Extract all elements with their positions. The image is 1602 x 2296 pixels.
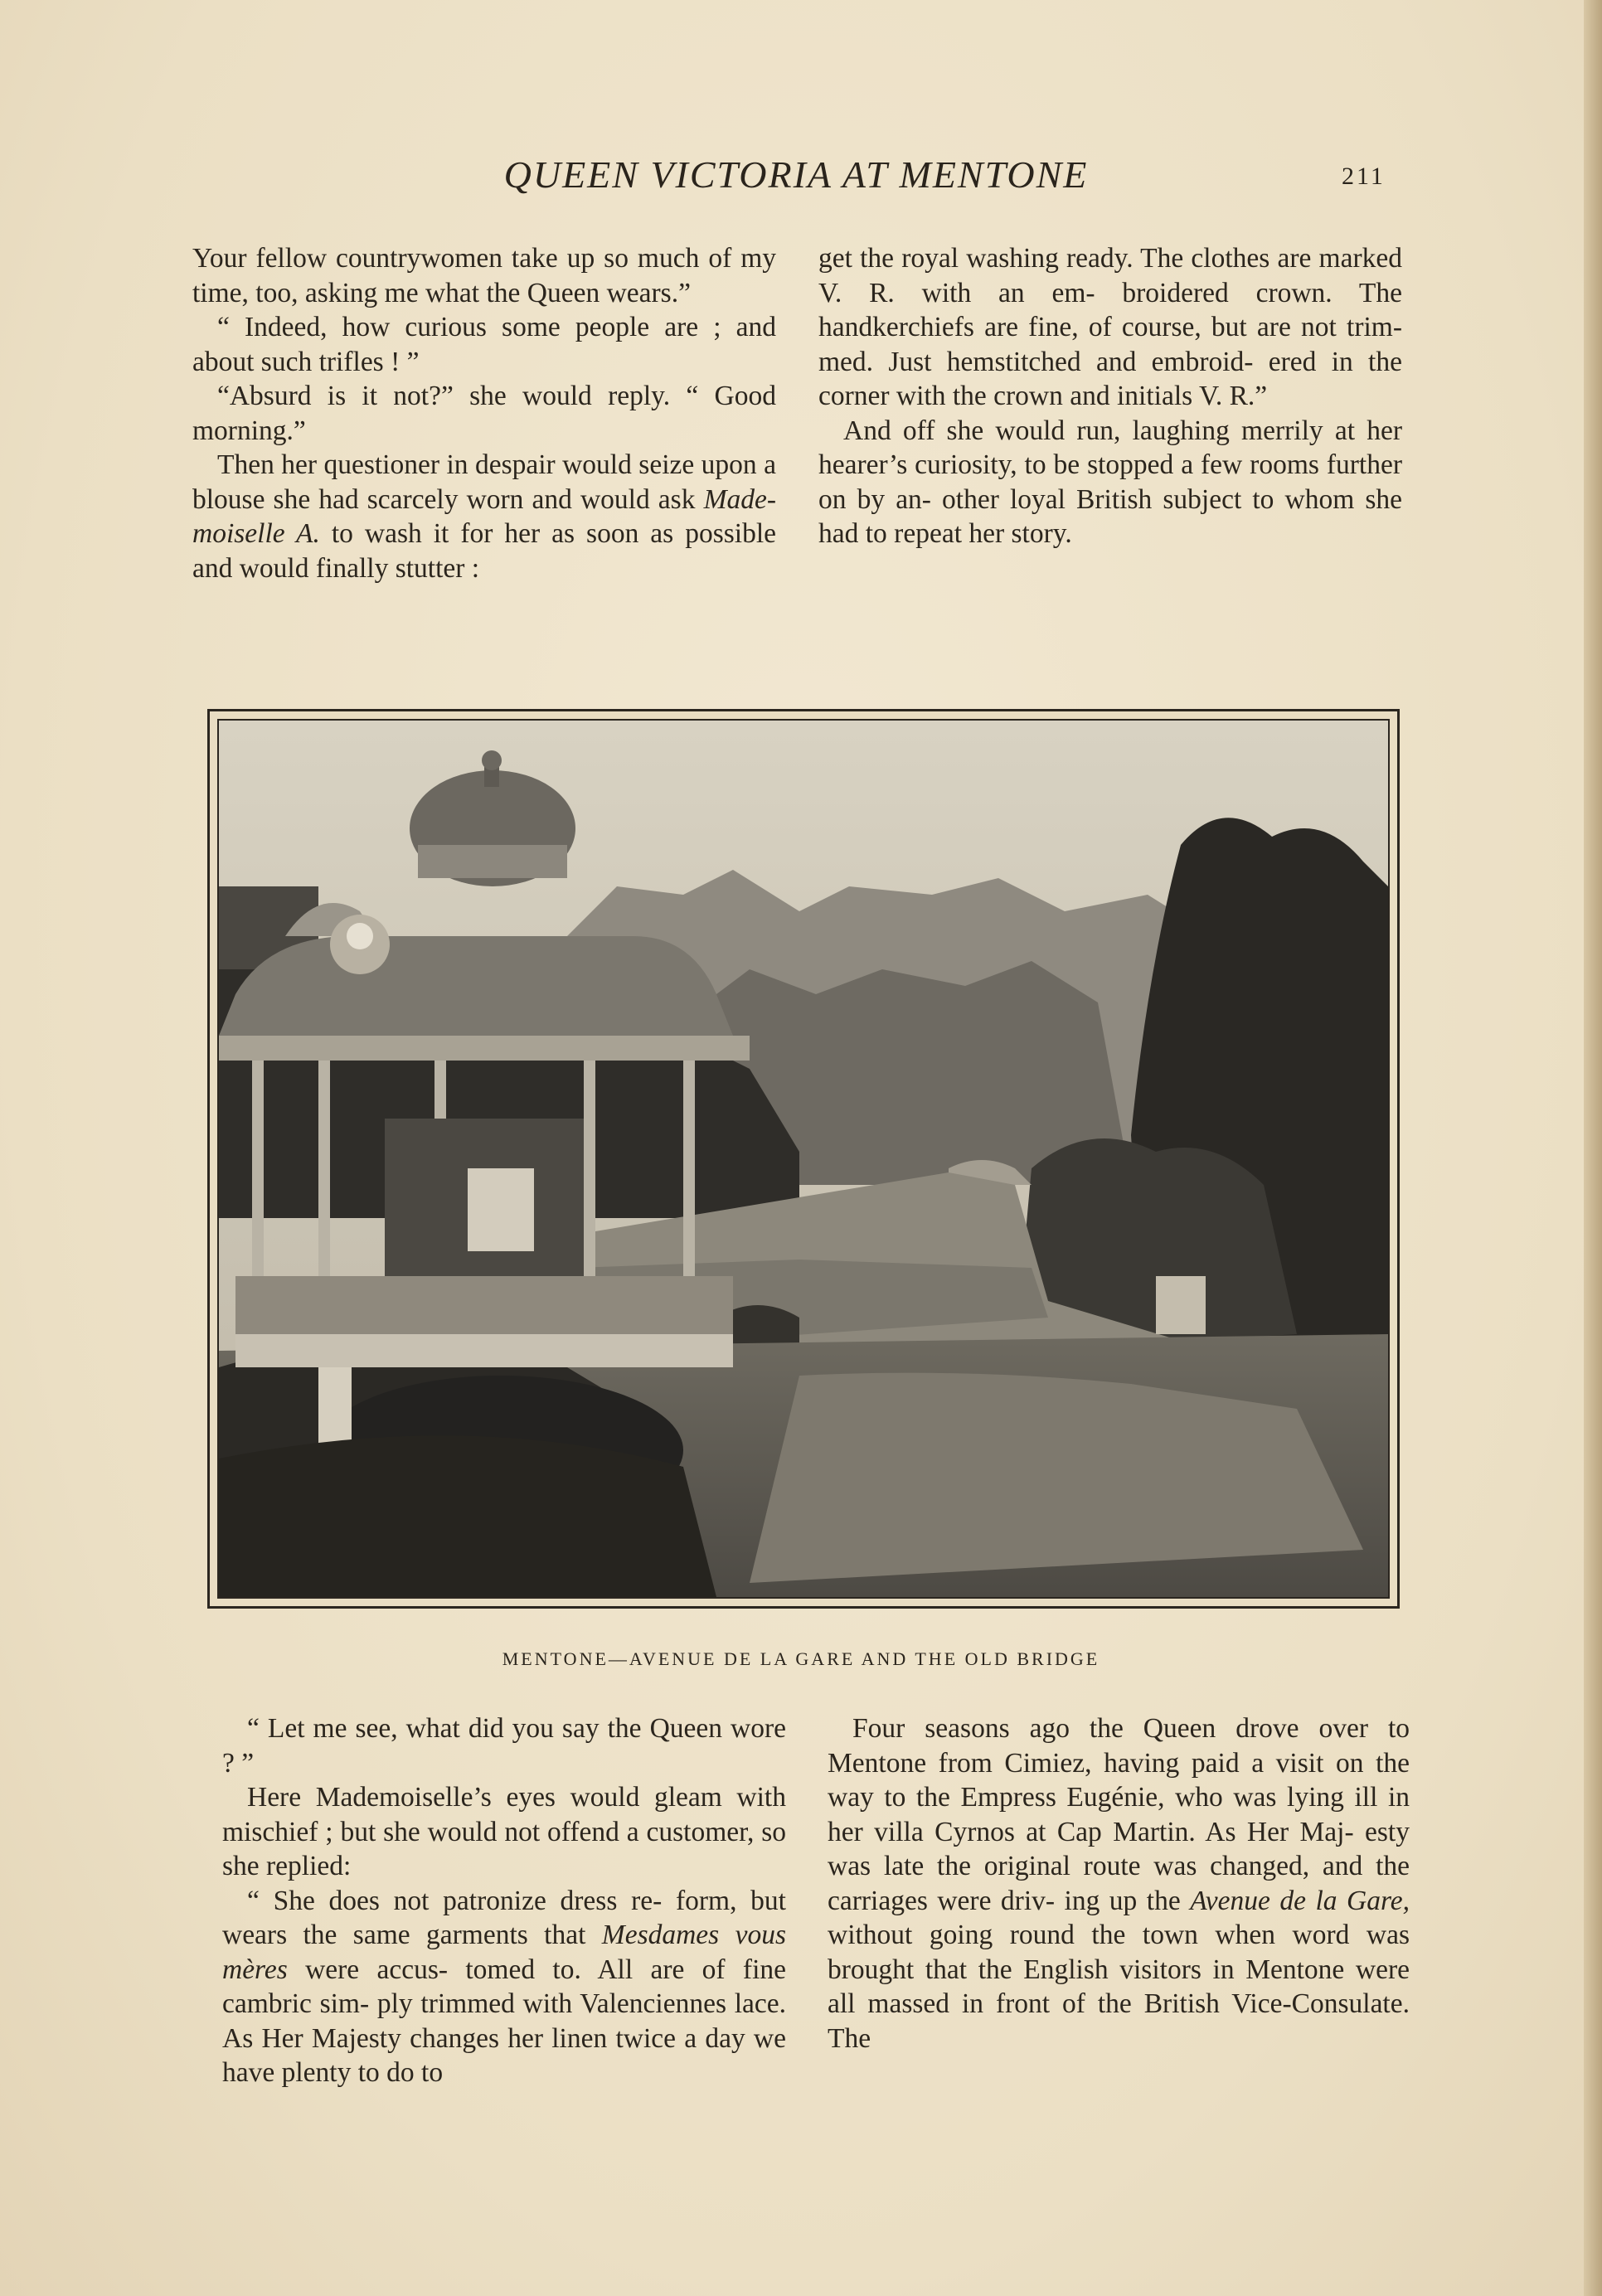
photo-caption: MENTONE—AVENUE DE LA GARE AND THE OLD BRIDGE [502, 1648, 1100, 1669]
running-title: QUEEN VICTORIA AT MENTONE [503, 153, 1089, 196]
paragraph [192, 448, 776, 585]
text-column-top-left [192, 241, 776, 585]
running-header [0, 153, 1602, 202]
photograph [217, 719, 1390, 1599]
italic-phrase: Mesdames vous mères [222, 1920, 786, 1985]
photograph-frame [207, 709, 1400, 1609]
text-column-bottom-right [828, 1711, 1410, 2056]
text-column-top-right [818, 241, 1402, 551]
paragraph [222, 1884, 786, 2090]
text-run: to wash it for her as soon as possible and would finally stutter : [192, 518, 777, 584]
book-spine-shadow [1584, 0, 1602, 2296]
italic-name: Made- moiselle A. [192, 483, 776, 549]
paragraph: Your fellow countrywomen take up so much of my time, too, asking me what the Queen wears.” [192, 243, 776, 308]
text-run: without going round the town when word was brought that the English visitors in Mentone were all massed in front of the British Vice-Consulate. The [828, 1920, 1410, 2054]
paragraph: “ Indeed, how curious some people are ; and about such trifles ! ” [192, 312, 776, 377]
paragraph: “ Let me see, what did you say the Queen wore ? ” [222, 1713, 786, 1779]
page-number: 211 [1342, 163, 1386, 190]
text-run: Four seasons ago the Queen drove over to Mentone from Cimiez, having paid a visit on the way to the Empress Eugénie, who was lying ill in her villa Cyrnos at Cap Martin. As Her Maj- esty was late the original route was changed, and the carriages were driv- ing up the [828, 1713, 1410, 1916]
paragraph: “Absurd is it not?” she would reply. “ Good morning.” [192, 381, 776, 446]
italic-street-name: Avenue de la Gare, [1190, 1885, 1410, 1916]
paragraph: And off she would run, laughing merrily at her hearer’s curiosity, to be stopped a few rooms further on by an- other loyal British subject to whom she had to repeat her story. [818, 415, 1402, 549]
paragraph: Here Mademoiselle’s eyes would gleam with mischief ; but she would not offend a customer, so she replied: [222, 1782, 786, 1881]
text-run: Then her questioner in despair would seize upon a blouse she had scarcely worn and would ask [192, 449, 776, 515]
text-column-bottom-left [222, 1711, 786, 2090]
photograph-illustration [219, 721, 1388, 1597]
paragraph [828, 1711, 1410, 2056]
paragraph: get the royal washing ready. The clothes are marked V. R. with an em- broidered crown. The handkerchiefs are fine, of course, but are not trim- med. Just hemstitched and embroid- ered in the corner with the crown and initials V. R.” [818, 243, 1402, 411]
text-run: “ She does not patronize dress re- form, but wears the same garments that [222, 1885, 786, 1950]
text-run: were accus- tomed to. All are of fine cambric sim- ply trimmed with Valenciennes lace. As Her Majesty changes her linen twice a day we have plenty to do to [222, 1954, 786, 2088]
